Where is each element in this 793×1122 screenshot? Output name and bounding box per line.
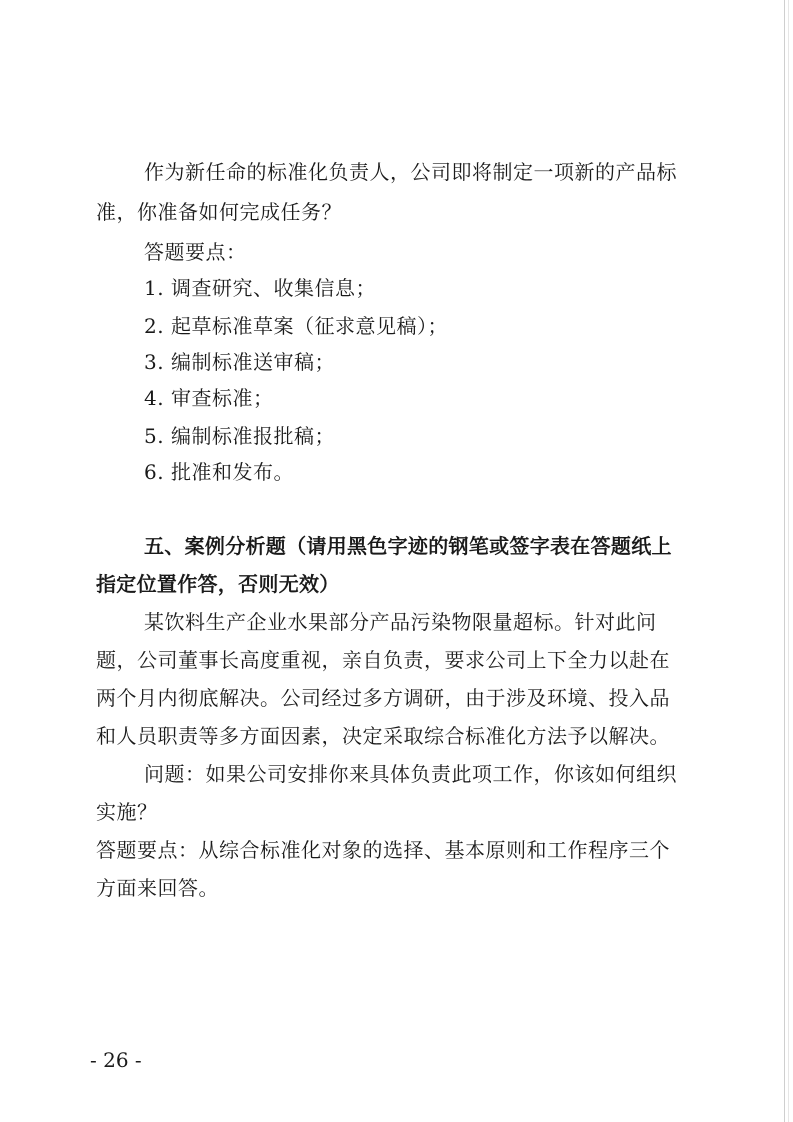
case-text-line-3: 两个月内彻底解决。公司经过多方调研，由于涉及环境、投入品: [96, 686, 670, 710]
answer-step-2: 2. 起草标准草案（征求意见稿）；: [144, 314, 448, 338]
page-edge-line: [784, 0, 785, 1122]
answer-step-4: 4. 审查标准；: [144, 386, 274, 410]
answer-points-label: 答题要点：: [144, 240, 247, 264]
page-edge-line-secondary: [788, 0, 789, 1122]
answer-step-3: 3. 编制标准送审稿；: [144, 350, 335, 374]
page-number: - 26 -: [90, 1048, 142, 1072]
answer-step-1: 1. 调查研究、收集信息；: [144, 276, 376, 300]
case-text-line-1: 某饮料生产企业水果部分产品污染物限量超标。针对此问: [144, 610, 657, 634]
question-intro-line-2: 准，你准备如何完成任务？: [96, 200, 342, 224]
case-answer-points-line-2: 方面来回答。: [96, 876, 219, 900]
case-question-line-2: 实施？: [96, 800, 158, 824]
case-text-line-2: 题，公司董事长高度重视，亲自负责，要求公司上下全力以赴在: [96, 648, 670, 672]
answer-step-6: 6. 批准和发布。: [144, 460, 294, 484]
answer-step-5: 5. 编制标准报批稿；: [144, 424, 335, 448]
case-question-line-1: 问题：如果公司安排你来具体负责此项工作，你该如何组织: [144, 762, 677, 786]
question-intro-line-1: 作为新任命的标准化负责人，公司即将制定一项新的产品标: [144, 160, 677, 184]
case-text-line-4: 和人员职责等多方面因素，决定采取综合标准化方法予以解决。: [96, 724, 670, 748]
section-five-heading-line-1: 五、案例分析题（请用黑色字迹的钢笔或签字表在答题纸上: [144, 534, 672, 558]
section-five-heading-line-2: 指定位置作答，否则无效）: [96, 572, 340, 596]
case-answer-points-line-1: 答题要点：从综合标准化对象的选择、基本原则和工作程序三个: [96, 838, 670, 862]
